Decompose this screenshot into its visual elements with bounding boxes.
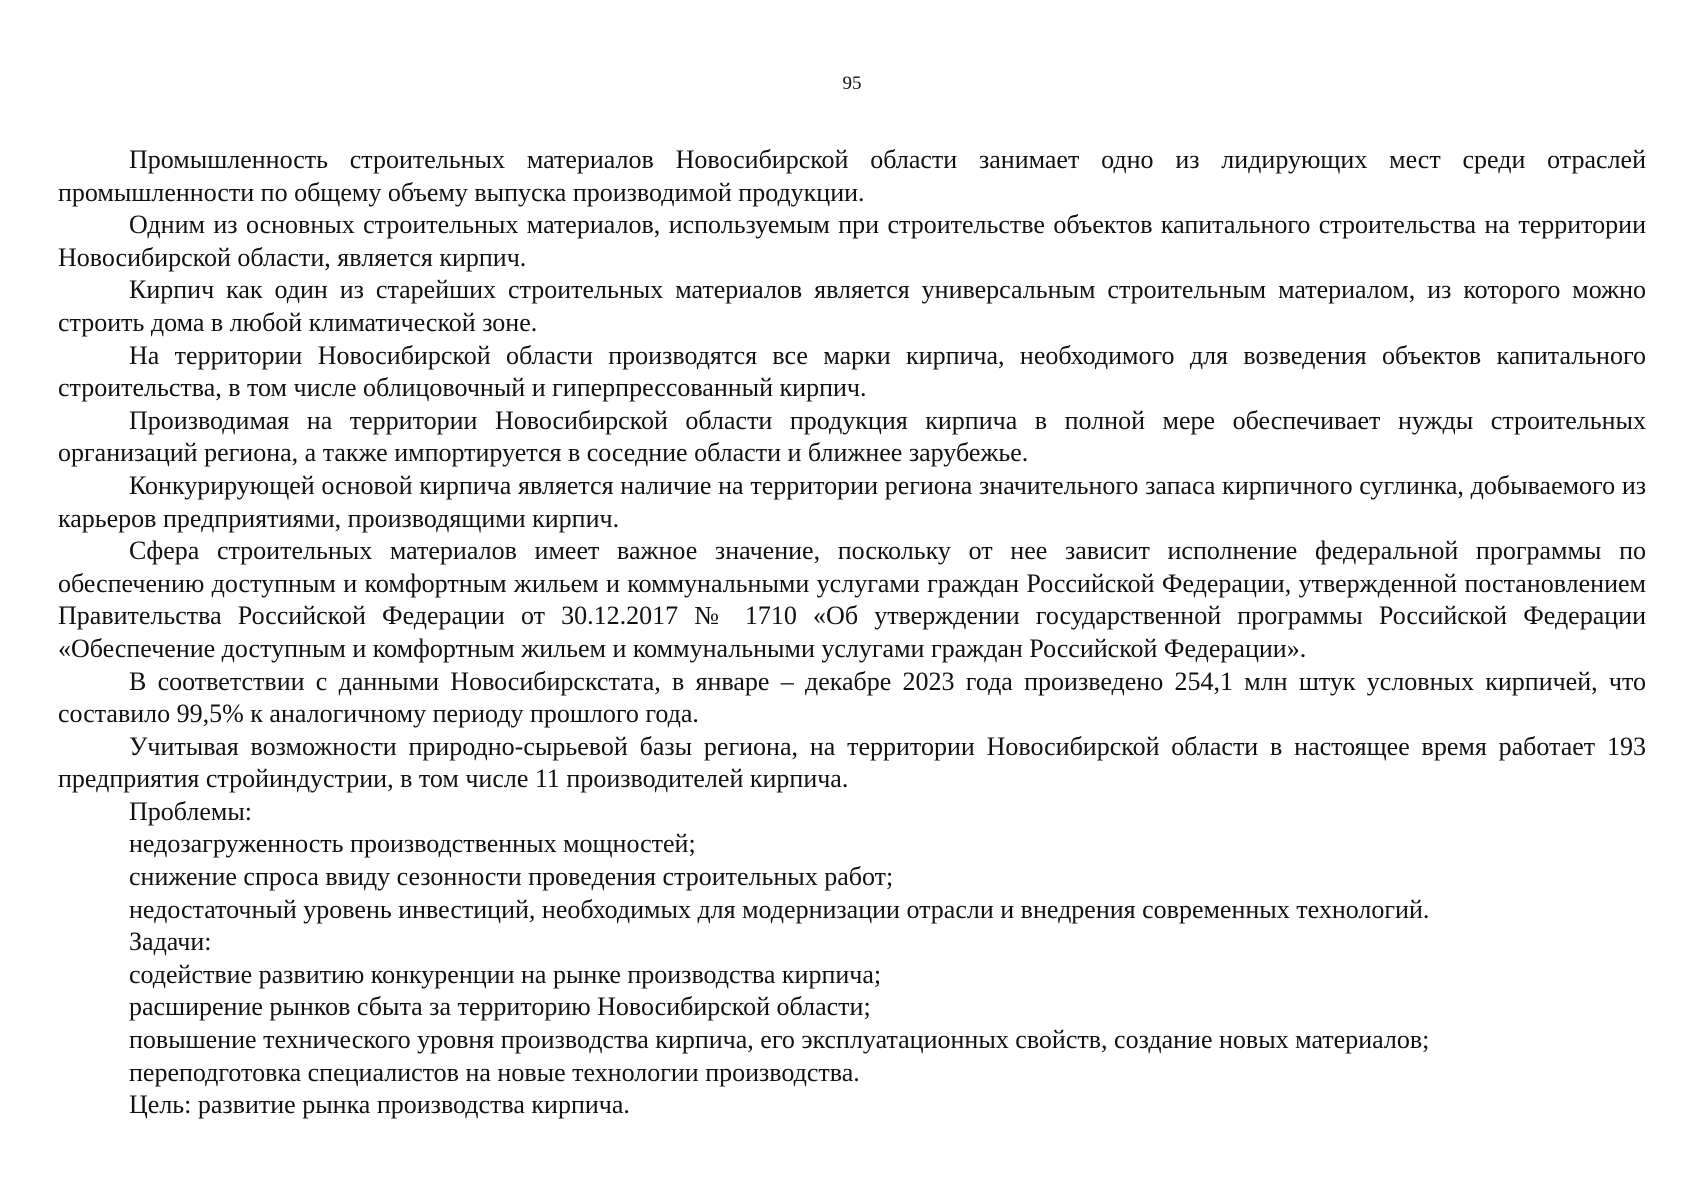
paragraph: Промышленность строительных материалов Новосибирской области занимает одно из лидирующих мест среди отраслей промышленности по общему объему выпуска производимой продукции. <box>58 145 1646 207</box>
paragraph: Кирпич как один из старейших строительных материалов является универсальным строительным материалом, из которого можно строить дома в любой климатической зоне. <box>58 275 1646 337</box>
paragraph: В соответствии с данными Новосибирскстата, в январе – декабре 2023 года произведено 254,1 млн штук условных кирпичей, что составило 99,5% к аналогичному периоду прошлого года. <box>58 666 1646 729</box>
goal-line: Цель: развитие рынка производства кирпича. <box>129 1090 630 1120</box>
problems-heading: Проблемы: <box>129 796 253 826</box>
paragraph: Производимая на территории Новосибирской области продукция кирпича в полной мере обеспечивает нужды строительных организаций региона, а также импортируется в соседние области и ближнее зарубежье. <box>58 405 1646 468</box>
paragraph: На территории Новосибирской области производятся все марки кирпича, необходимого для возведения объектов капитального строительства, в том числе облицовочный и гиперпрессованный кирпич. <box>58 340 1646 403</box>
document-body <box>58 144 1646 1122</box>
task-item: переподготовка специалистов на новые технологии производства. <box>129 1057 860 1087</box>
paragraph: Сфера строительных материалов имеет важное значение, поскольку от нее зависит исполнение федеральной программы по обеспечению доступным и комфортным жильем и коммунальными услугами граждан Российской Федерации, утвержденной постановлением Правительства Российской Федерации от 30.12.2017 № 1710 «Об утверждении государственной программы Российской Федерации «Обеспечение доступным и комфортным жильем и коммунальными услугами граждан Российской Федерации». <box>58 536 1646 663</box>
problem-item: недозагруженность производственных мощностей; <box>129 829 696 859</box>
problem-item: снижение спроса ввиду сезонности проведения строительных работ; <box>129 862 894 892</box>
paragraph: Учитывая возможности природно-сырьевой базы региона, на территории Новосибирской области в настоящее время работает 193 предприятия стройиндустрии, в том числе 11 производителей кирпича. <box>58 731 1646 794</box>
page-number: 95 <box>842 73 862 94</box>
task-item: содействие развитию конкуренции на рынке производства кирпича; <box>129 959 882 989</box>
tasks-heading: Задачи: <box>129 927 212 957</box>
paragraph: Конкурирующей основой кирпича является наличие на территории региона значительного запаса кирпичного суглинка, добываемого из карьеров предприятиями, производящими кирпич. <box>58 470 1646 533</box>
problem-item: недостаточный уровень инвестиций, необходимых для модернизации отрасли и внедрения современных технологий. <box>129 894 1430 924</box>
paragraph: Одним из основных строительных материалов, используемым при строительстве объектов капитального строительства на территории Новосибирской области, является кирпич. <box>58 210 1646 272</box>
task-item: повышение технического уровня производства кирпича, его эксплуатационных свойств, создание новых материалов; <box>129 1025 1430 1055</box>
task-item: расширение рынков сбыта за территорию Новосибирской области; <box>129 992 871 1022</box>
document-page <box>58 0 1646 1200</box>
